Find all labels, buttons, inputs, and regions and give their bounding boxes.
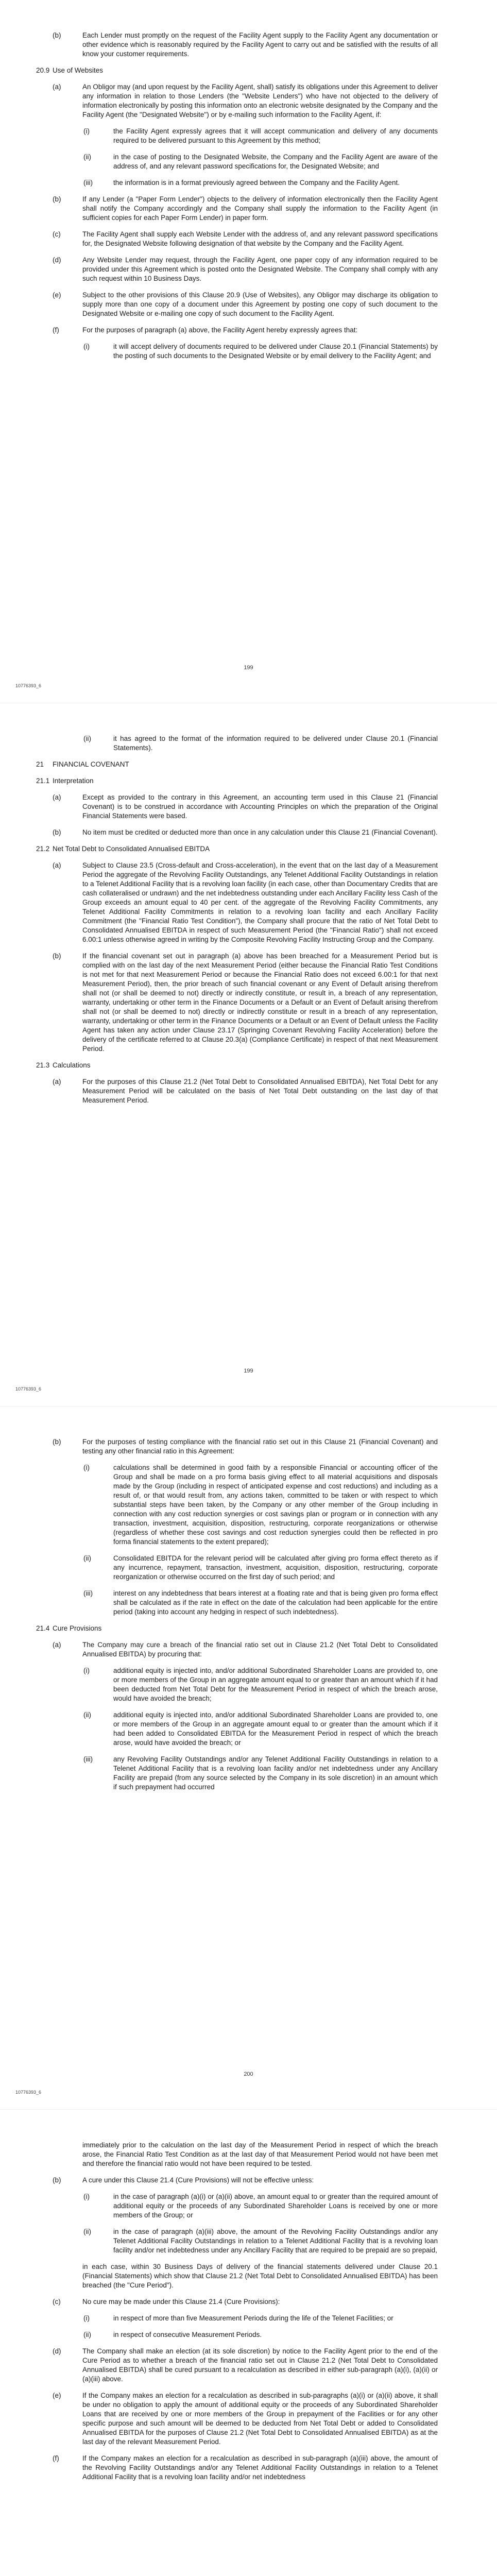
section-title: Use of Websites <box>53 66 104 74</box>
paragraph-number: (a) <box>53 83 61 91</box>
paragraph-number: (i) <box>83 1667 90 1674</box>
paragraph <box>0 326 497 335</box>
paragraph-text: in the case of paragraph (a)(iii) above, the amount of the Revolving Facility Outstandings and/or any Telenet Additional Facility Outstandings in relation to a Telenet Additional Facility that is a revolving loan facility and/or net indebtedness under any Ancillary Facility that are required to be prepaid are so prepaid, <box>113 2228 438 2254</box>
paragraph <box>0 1437 497 1456</box>
paragraph-text: it will accept delivery of documents required to be delivered under Clause 20.1 (Financial Statements) by the posting of such documents to the Designated Website or by email delivery to the Facility Agent; and <box>113 343 438 360</box>
section-number: 21.1 <box>36 777 50 785</box>
paragraph-text: in respect of consecutive Measurement Periods. <box>113 2331 262 2338</box>
paragraph-text: The Company shall make an election (at its sole discretion) by notice to the Facility Agent prior to the end of the Cure Period as to whether a breach of the financial ratio set out in Clause 21.2 (Net Total Debt to Consolidated Annualised EBITDA) shall be cured pursuant to a recalculation as described in either sub-paragraph (a)(i), (a)(ii) or (a)(iii) above. <box>82 2347 438 2383</box>
paragraph <box>0 31 497 59</box>
paragraph-text: If the Company makes an election for a recalculation as described in sub-paragraph (a)(iii) above, the amount of the Revolving Facility Outstandings and/or any Telenet Additional Facility Outstandings in relation to a Telenet Additional Facility that is a revolving loan facility and/or net indebtedness <box>82 2454 438 2481</box>
paragraph-text: Subject to Clause 23.5 (Cross-default and Cross-acceleration), in the event that on the last day of a Measurement Period the aggregate of the Revolving Facility Outstandings, any Telenet Additional Facility Outstandings in relation to a Telenet Additional Facility that is a revolving loan facility (in each case, other than Documentary Credits that are cash collateralised or undrawn) and the net indebtedness outstanding under each Ancillary Facility less Cash of the Group exceeds an amount equal to 40 per cent. of the aggregate of the Revolving Facility Commitments, any Telenet Additional Facility Commitments in relation to a revolving loan facility and each Ancillary Facility Commitment (the "Financial Ratio Test Condition"), the Company shall procure that the ratio of Net Total Debt to Consolidated Annualised EBITDA in respect of such Measurement Period (the "Financial Ratio") shall not exceed 6.00:1 unless otherwise agreed in writing by the Composite Revolving Facility Instructing Group and the Company. <box>82 861 438 943</box>
section-number: 21.3 <box>36 1061 50 1069</box>
paragraph-number: (ii) <box>83 153 91 161</box>
paragraph-number: (b) <box>53 2176 61 2184</box>
document-page <box>0 0 497 703</box>
paragraph-text: it has agreed to the format of the information required to be delivered under Clause 20.1 (Financial Statements). <box>113 735 438 752</box>
paragraph-number: (b) <box>53 952 61 960</box>
paragraph-text: No item must be credited or deducted more than once in any calculation under this Clause 21 (Financial Covenant). <box>82 828 438 836</box>
paragraph <box>0 793 497 821</box>
section-heading <box>0 844 497 854</box>
section-heading <box>0 1624 497 1633</box>
section-title: Net Total Debt to Consolidated Annualised EBITDA <box>53 845 210 853</box>
document-page <box>0 2110 497 2576</box>
document-page <box>0 703 497 1406</box>
sub-paragraph <box>0 2192 497 2220</box>
section-heading <box>0 1061 497 1070</box>
paragraph <box>0 291 497 318</box>
paragraph <box>0 2454 497 2482</box>
sub-paragraph <box>0 1666 497 1703</box>
sub-paragraph <box>0 2330 497 2340</box>
paragraph-text: Except as provided to the contrary in this Agreement, an accounting term used in this Clause 21 (Financial Covenant) is to be construed in accordance with Accounting Principles on which the preparation of the Original Financial Statements were based. <box>82 793 438 820</box>
paragraph-number: (i) <box>83 2314 90 2322</box>
page-number: 199 <box>244 665 253 671</box>
sub-paragraph <box>0 127 497 145</box>
sub-paragraph <box>0 342 497 361</box>
continuation-paragraph: in each case, within 30 Business Days of delivery of the financial statements delivered under Clause 20.1 (Financial Statements) which show that Clause 21.2 (Net Total Debt to Consolidated Annualised EBITDA) has been breached (the "Cure Period"). <box>82 2263 438 2289</box>
paragraph-text: For the purposes of paragraph (a) above, the Facility Agent hereby expressly agrees that: <box>82 326 358 334</box>
sub-paragraph <box>0 1463 497 1547</box>
paragraph-number: (iii) <box>83 179 93 187</box>
paragraph-number: (i) <box>83 127 90 135</box>
paragraph-text: An Obligor may (and upon request by the Facility Agent, shall) satisfy its obligations under this Agreement to deliver any information in relation to those Lenders (the "Website Lenders") who have not objected to the delivery of information electronically by posting this information onto an electronic website designated by the Company and the Facility Agent (the "Designated Website") or by e-mailing such information to the Facility Agent, if: <box>82 83 438 118</box>
continuation-paragraph: immediately prior to the calculation on the last day of the Measurement Period in respect of which the breach arose, the Financial Ratio Test Condition as at the last day of that Measurement Period would not have been met and therefore the financial ratio would not have been required to be tested. <box>82 2141 438 2167</box>
paragraph-number: (iii) <box>83 1755 93 1763</box>
paragraph-text: in the case of paragraph (a)(i) or (a)(ii) above, an amount equal to or greater than the required amount of additional equity or the proceeds of any Subordinated Shareholder Loans is received by one or more members of the Group; or <box>113 2193 438 2219</box>
paragraph-text: additional equity is injected into, and/or additional Subordinated Shareholder Loans are provided to, one or more members of the Group in an aggregate amount equal to or greater than an amount which if it had been deducted from Net Total Debt for the Measurement Period in respect of which the breach arose, would have avoided the breach; <box>113 1667 438 1702</box>
paragraph-text: additional equity is injected into, and/or additional Subordinated Shareholder Loans are provided to, one or more members of the Group in an aggregate amount equal to or greater than the amount which if it had been added to Consolidated EBITDA for the Measurement Period in respect of which the breach arose, would have avoided the breach; or <box>113 1711 438 1747</box>
section-number: 21 <box>36 760 44 768</box>
document-page <box>0 1406 497 2110</box>
paragraph-number: (d) <box>53 256 61 264</box>
paragraph-number: (ii) <box>83 1711 91 1719</box>
paragraph <box>0 82 497 120</box>
sub-paragraph <box>0 1755 497 1792</box>
paragraph-text: No cure may be made under this Clause 21.4 (Cure Provisions): <box>82 2298 280 2306</box>
paragraph <box>0 952 497 1054</box>
document-reference: 10776393_6 <box>15 683 42 688</box>
section-heading <box>0 760 497 769</box>
document-reference: 10776393_6 <box>15 1386 42 1392</box>
paragraph-number: (a) <box>53 861 61 869</box>
paragraph-number: (ii) <box>83 2228 91 2235</box>
paragraph-text: For the purposes of this Clause 21.2 (Net Total Debt to Consolidated Annualised EBITDA), Net Total Debt for any Measurement Period will be calculated on the basis of Net Total Debt outstanding on the last day of that Measurement Period. <box>82 1078 438 1104</box>
sub-paragraph <box>0 1554 497 1582</box>
paragraph <box>0 2347 497 2384</box>
sub-paragraph <box>0 1589 497 1617</box>
document-reference: 10776393_6 <box>15 2090 42 2095</box>
paragraph-text: A cure under this Clause 21.4 (Cure Provisions) will not be effective unless: <box>82 2176 314 2184</box>
sub-paragraph <box>0 152 497 171</box>
page-number: 200 <box>244 2071 253 2077</box>
section-number: 21.2 <box>36 845 50 853</box>
paragraph-number: (a) <box>53 1078 61 1086</box>
section-title: Calculations <box>53 1061 91 1069</box>
paragraph-number: (c) <box>53 2298 61 2306</box>
paragraph-text: Each Lender must promptly on the request of the Facility Agent supply to the Facility Agent any documentation or other evidence which is reasonably required by the Facility Agent to carry out and be satisfied with the results of all know your customer requirements. <box>82 31 438 58</box>
paragraph-text: If the financial covenant set out in paragraph (a) above has been breached for a Measurement Period but is complied with on the last day of the next Measurement Period (either because the Financial Ratio Test Conditions is not met for that next Measurement Period or because the Financial Ratio does not exceed 6.00:1 for that next Measurement Period), then, the prior breach of such financial covenant or any Event of Default arising therefrom shall not (or shall be deemed to not) directly or indirectly constitute, or result in, a breach of any representation, warranty, undertaking or other term in the Finance Documents or a Default or an Event of Default arising therefrom shall not (or shall be deemed to not) directly or indirectly constitute or result in a breach of any representation, warranty, undertaking or other term in the Finance Documents or a Default or an Event of Default unless the Facility Agent has taken any action under Clause 23.17 (Springing Covenant Revolving Facility Acceleration) before the delivery of the certificate referred to at Clause 20.3(a) (Compliance Certificate) in respect of that next Measurement Period. <box>82 952 438 1053</box>
paragraph-text: The Facility Agent shall supply each Website Lender with the address of, and any relevant password specifications for, the Designated Website following designation of that website by the Company and the Facility Agent. <box>82 230 438 247</box>
paragraph <box>0 828 497 837</box>
paragraph-number: (e) <box>53 2392 61 2399</box>
section-heading <box>0 66 497 75</box>
paragraph-text: calculations shall be determined in good faith by a responsible Financial or accounting officer of the Group and shall be made on a pro forma basis giving effect to all material acquisitions and disposals made by the Group (including in respect of anticipated expense and cost reductions) and including as a result of, or that would result from, any actions taken, committed to be taken or with respect to which substantial steps have been taken, by the Company or any other member of the Group including in connection with any cost reduction synergies or cost savings plan or program or in connection with any transaction, investment, acquisition, disposition, restructuring, corporate reorganizations or otherwise (regardless of whether these cost savings and cost reduction synergies could then be reflected in pro forma financial statements to the extent prepared); <box>113 1464 438 1546</box>
paragraph-text: Subject to the other provisions of this Clause 20.9 (Use of Websites), any Obligor may discharge its obligation to supply more than one copy of a document under this Agreement by posting one copy of such document to the Designated Website or e-mailing one copy of such document to the Facility Agent. <box>82 291 438 317</box>
paragraph-number: (b) <box>53 195 61 203</box>
paragraph-number: (f) <box>53 326 59 334</box>
paragraph-number: (i) <box>83 2193 90 2200</box>
paragraph-number: (c) <box>53 230 61 238</box>
paragraph <box>0 2391 497 2447</box>
paragraph-number: (iii) <box>83 1589 93 1597</box>
paragraph <box>0 256 497 283</box>
paragraph <box>0 1077 497 1105</box>
paragraph-text: the information is in a format previously agreed between the Company and the Facility Agent. <box>113 179 400 187</box>
paragraph-number: (a) <box>53 1641 61 1649</box>
sub-paragraph <box>0 734 497 753</box>
paragraph-number: (d) <box>53 2347 61 2355</box>
paragraph-number: (f) <box>53 2454 59 2462</box>
paragraph-text: the Facility Agent expressly agrees that it will accept communication and delivery of any documents required to be delivered pursuant to this Agreement by this method; <box>113 127 438 144</box>
paragraph <box>0 861 497 944</box>
paragraph-number: (ii) <box>83 1554 91 1562</box>
section-number: 21.4 <box>36 1624 50 1632</box>
sub-paragraph <box>0 178 497 188</box>
section-heading <box>0 776 497 786</box>
paragraph-number: (b) <box>53 828 61 836</box>
paragraph <box>0 230 497 248</box>
paragraph-text: If the Company makes an election for a recalculation as described in sub-paragraphs (a)(i) or (a)(ii) above, it shall be under no obligation to apply the amount of additional equity or the proceeds of any Subordinated Shareholder Loans that are received by one or more members of the Group in prepayment of the Facilities or for any other specific purpose and such amount will be deemed to be deducted from Net Total Debt or added to Consolidated Annualised EBITDA for the purposes of Clause 21.2 (Net Total Debt to Consolidated Annualised EBITDA) as at the last day of the relevant Measurement Period. <box>82 2392 438 2446</box>
paragraph-number: (e) <box>53 291 61 299</box>
paragraph <box>0 195 497 223</box>
paragraph <box>0 2297 497 2307</box>
sub-paragraph <box>0 2227 497 2255</box>
paragraph-number: (ii) <box>83 2331 91 2338</box>
section-title: Interpretation <box>53 777 94 785</box>
sub-paragraph <box>0 1710 497 1748</box>
sub-paragraph <box>0 2314 497 2323</box>
section-title: FINANCIAL COVENANT <box>53 760 129 768</box>
paragraph-text: Consolidated EBITDA for the relevant period will be calculated after giving pro forma effect thereto as if any incurrence, repayment, transaction, investment, acquisition, disposition, restructuring, corporate reorganization or otherwise occurred on the first day of such period; and <box>113 1554 438 1581</box>
page-number: 199 <box>244 1368 253 1374</box>
paragraph-text: The Company may cure a breach of the financial ratio set out in Clause 21.2 (Net Total Debt to Consolidated Annualised EBITDA) by procuring that: <box>82 1641 438 1658</box>
paragraph-text: interest on any indebtedness that bears interest at a floating rate and that is being given pro forma effect shall be calculated as if the rate in effect on the date of the calculation had been applicable for the entire period (taking into account any hedging in respect of such indebtedness). <box>113 1589 438 1616</box>
paragraph <box>0 2176 497 2185</box>
paragraph-number: (i) <box>83 343 90 350</box>
paragraph-text: For the purposes of testing compliance with the financial ratio set out in this Clause 21 (Financial Covenant) and testing any other financial ratio in this Agreement: <box>82 1438 438 1455</box>
paragraph-number: (b) <box>53 1438 61 1446</box>
paragraph-number: (b) <box>53 31 61 39</box>
section-number: 20.9 <box>36 66 50 74</box>
paragraph-number: (i) <box>83 1464 90 1471</box>
paragraph-text: in respect of more than five Measurement Periods during the life of the Telenet Facilities; or <box>113 2314 393 2322</box>
paragraph-text: If any Lender (a "Paper Form Lender") objects to the delivery of information electronically then the Facility Agent shall notify the Company accordingly and the Company shall supply the information to the Facility Agent (in sufficient copies for each Paper Form Lender) in paper form. <box>82 195 438 222</box>
paragraph-text: Any Website Lender may request, through the Facility Agent, one paper copy of any information required to be provided under this Agreement which is posted onto the Designated Website. The Company shall comply with any such request within 10 Business Days. <box>82 256 438 282</box>
paragraph-number: (a) <box>53 793 61 801</box>
paragraph <box>0 1640 497 1659</box>
paragraph-number: (ii) <box>83 735 91 742</box>
paragraph-text: any Revolving Facility Outstandings and/or any Telenet Additional Facility Outstandings in relation to a Telenet Additional Facility that is a revolving loan facility and/or net indebtedness under any Ancillary Facility are prepaid (from any source selected by the Company in its sole discretion) in an amount which if such prepayment had occurred <box>113 1755 438 1791</box>
section-title: Cure Provisions <box>53 1624 102 1632</box>
paragraph-text: in the case of posting to the Designated Website, the Company and the Facility Agent are aware of the address of, and any relevant password specifications for, the Designated Website; and <box>113 153 438 170</box>
